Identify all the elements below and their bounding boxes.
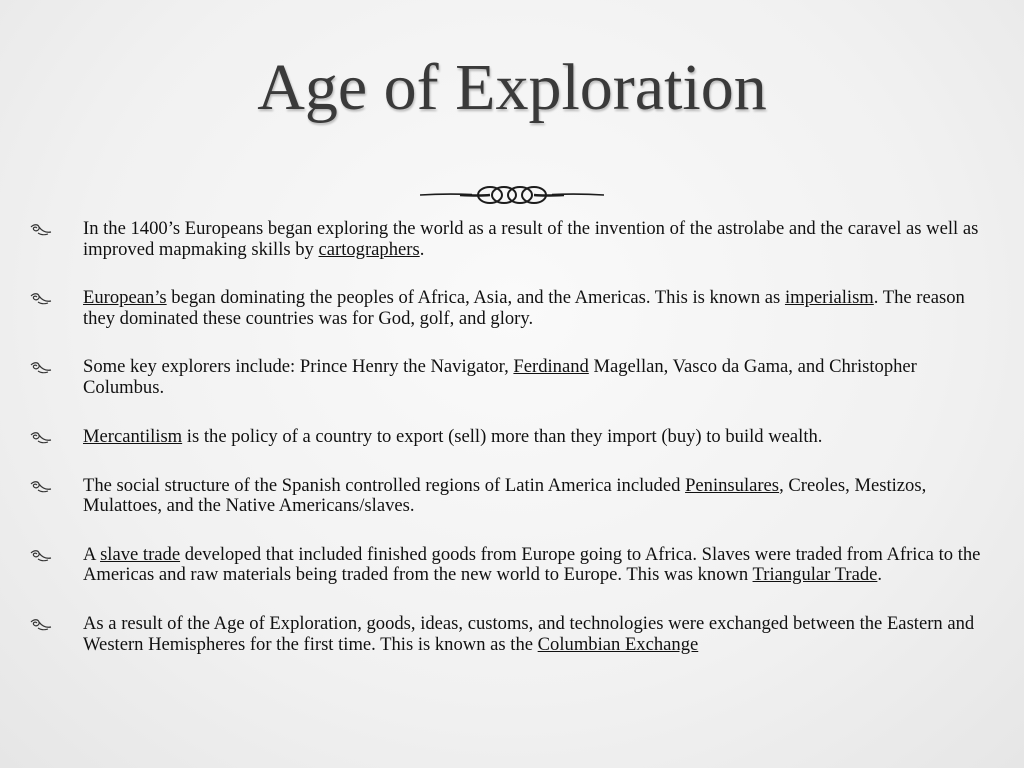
- key-term: Triangular Trade: [752, 564, 878, 586]
- key-term: Columbian Exchange: [537, 633, 699, 655]
- key-term: European’s: [83, 287, 167, 309]
- bullet-text-segment: In the 1400’s Europeans began exploring the world as a result of the invention of the astrolabe and the caravel as well as improved mapmaking skills by: [83, 218, 979, 260]
- scroll-bullet-icon: [30, 545, 83, 566]
- bullet-item: [30, 614, 1000, 655]
- bullet-text-segment: began dominating the peoples of Africa, Asia, and the Americas. This is known as: [166, 287, 785, 309]
- bullet-text-segment: A: [83, 543, 101, 565]
- key-term: Mercantilism: [83, 425, 183, 447]
- bullet-item: [30, 288, 1000, 329]
- bullet-item: [30, 357, 1000, 398]
- scroll-bullet-icon: [30, 288, 83, 309]
- bullet-text-segment: Some key explorers include: Prince Henry the Navigator,: [83, 356, 514, 378]
- flourish-divider-icon: [420, 182, 604, 208]
- bullet-text: [83, 288, 1000, 329]
- bullet-text-segment: developed that included finished goods from Europe going to Africa. Slaves were traded from Africa to the Americas and raw materials being traded from the new world to Europe. This was known: [83, 543, 981, 586]
- bullet-text: [83, 219, 1000, 260]
- scroll-bullet-icon: [30, 357, 83, 378]
- key-term: imperialism: [784, 287, 874, 309]
- bullet-text-segment: The social structure of the Spanish controlled regions of Latin America included: [83, 474, 686, 496]
- bullet-item: [30, 219, 1000, 260]
- slide-title: Age of Exploration: [257, 51, 767, 124]
- scroll-bullet-icon: [30, 614, 83, 635]
- bullet-text: [83, 545, 1000, 586]
- bullet-text-segment: Magellan, Vasco da Gama, and Christopher Columbus.: [83, 356, 917, 398]
- key-term: Ferdinand: [513, 356, 589, 378]
- bullet-text: [83, 476, 1000, 517]
- bullet-text: [83, 427, 1000, 448]
- key-term: Peninsulares: [685, 474, 780, 496]
- scroll-bullet-icon: [30, 219, 83, 240]
- scroll-bullet-icon: [30, 476, 83, 497]
- bullet-item: [30, 427, 1000, 448]
- bullet-item: [30, 545, 1000, 586]
- bullet-item: [30, 476, 1000, 517]
- bullet-text-segment: is the policy of a country to export (sell) more than they import (buy) to build wealth.: [182, 425, 823, 447]
- bullet-text: [83, 614, 1000, 655]
- scroll-bullet-icon: [30, 427, 83, 448]
- bullet-text-segment: .: [877, 564, 883, 586]
- key-term: slave trade: [100, 543, 181, 565]
- bullet-text-segment: , Creoles, Mestizos, Mulattoes, and the Native Americans/slaves.: [83, 474, 927, 517]
- bullet-text-segment: .: [419, 238, 425, 260]
- bullet-text-segment: As a result of the Age of Exploration, goods, ideas, customs, and technologies were exchanged between the Eastern and Western Hemispheres for the first time. This is known as the: [83, 612, 975, 655]
- bullet-text-segment: . The reason they dominated these countries was for God, golf, and glory.: [83, 287, 965, 329]
- key-term: cartographers: [318, 238, 420, 260]
- bullet-list: [30, 219, 1000, 683]
- bullet-text: [83, 357, 1000, 398]
